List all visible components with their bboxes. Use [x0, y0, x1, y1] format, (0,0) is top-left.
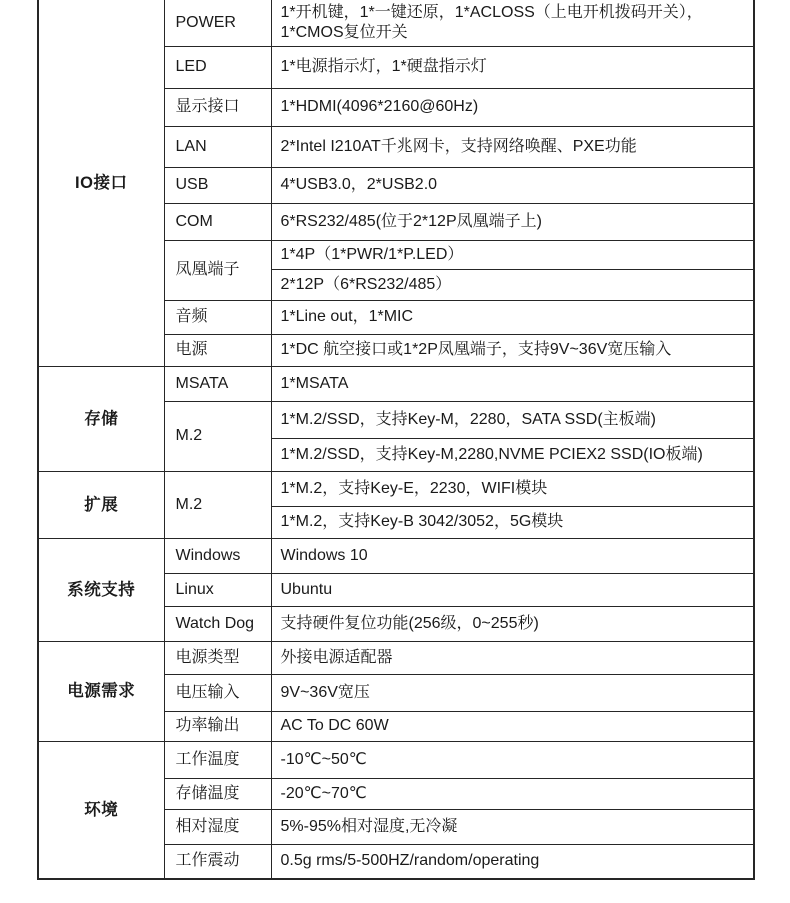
spec-name-operating-temp: 工作温度: [164, 741, 271, 778]
spec-name-power-type: 电源类型: [164, 641, 271, 674]
table-row: [38, 538, 754, 573]
spec-value-audio: 1*Line out，1*MIC: [271, 300, 754, 334]
category-cell-storage: 存储: [38, 366, 164, 471]
spec-name-audio: 音频: [164, 300, 271, 334]
spec-name-voltage-input: 电压输入: [164, 674, 271, 711]
spec-value-vibration: 0.5g rms/5-500HZ/random/operating: [271, 844, 754, 879]
spec-value-phoenix-12p: 2*12P（6*RS232/485）: [271, 269, 754, 300]
spec-value-m2-sata: 1*M.2/SSD，支持Key-M，2280，SATA SSD(主板端): [271, 401, 754, 438]
spec-name-com: COM: [164, 203, 271, 240]
spec-name-humidity: 相对湿度: [164, 809, 271, 844]
table-row: [38, 741, 754, 778]
spec-name-windows: Windows: [164, 538, 271, 573]
spec-name-led: LED: [164, 46, 271, 88]
spec-value-m2-nvme: 1*M.2/SSD，支持Key-M,2280,NVME PCIEX2 SSD(IO板端): [271, 438, 754, 471]
table-row: [38, 0, 754, 46]
table-row: [38, 641, 754, 674]
spec-value-humidity: 5%-95%相对湿度,无冷凝: [271, 809, 754, 844]
spec-value-usb: 4*USB3.0，2*USB2.0: [271, 167, 754, 203]
spec-name-power-output: 功率输出: [164, 711, 271, 741]
spec-value-power-output: AC To DC 60W: [271, 711, 754, 741]
category-cell-environment: 环境: [38, 741, 164, 879]
table-row: [38, 366, 754, 401]
spec-value-storage-temp: -20℃~70℃: [271, 778, 754, 809]
spec-value-power-input: 1*DC 航空接口或1*2P凤凰端子，支持9V~36V宽压输入: [271, 334, 754, 366]
spec-value-msata: 1*MSATA: [271, 366, 754, 401]
spec-name-usb: USB: [164, 167, 271, 203]
spec-table: [37, 0, 755, 880]
spec-name-msata: MSATA: [164, 366, 271, 401]
spec-value-m2-5g: 1*M.2，支持Key-B 3042/3052，5G模块: [271, 506, 754, 538]
spec-name-display: 显示接口: [164, 88, 271, 126]
spec-name-lan: LAN: [164, 126, 271, 167]
spec-name-storage-temp: 存储温度: [164, 778, 271, 809]
category-cell-os: 系统支持: [38, 538, 164, 641]
spec-name-m2-storage: M.2: [164, 401, 271, 471]
spec-value-voltage-input: 9V~36V宽压: [271, 674, 754, 711]
spec-name-linux: Linux: [164, 573, 271, 606]
category-cell-expansion: 扩展: [38, 471, 164, 538]
category-cell-power: 电源需求: [38, 641, 164, 741]
spec-value-windows: Windows 10: [271, 538, 754, 573]
table-row: [38, 471, 754, 506]
spec-name-power: POWER: [164, 0, 271, 46]
spec-value-com: 6*RS232/485(位于2*12P凤凰端子上): [271, 203, 754, 240]
spec-name-power-input: 电源: [164, 334, 271, 366]
spec-value-power: 1*开机键，1*一键还原，1*ACLOSS（上电开机拨码开关），1*CMOS复位开关: [271, 0, 754, 46]
spec-value-m2-wifi: 1*M.2，支持Key-E，2230，WIFI模块: [271, 471, 754, 506]
spec-value-operating-temp: -10℃~50℃: [271, 741, 754, 778]
spec-value-watchdog: 支持硬件复位功能(256级，0~255秒): [271, 606, 754, 641]
category-cell-io: IO接口: [38, 0, 164, 366]
spec-value-lan: 2*Intel I210AT千兆网卡，支持网络唤醒、PXE功能: [271, 126, 754, 167]
spec-name-watchdog: Watch Dog: [164, 606, 271, 641]
spec-name-phoenix-terminal: 凤凰端子: [164, 240, 271, 300]
spec-value-power-type: 外接电源适配器: [271, 641, 754, 674]
spec-name-vibration: 工作震动: [164, 844, 271, 879]
spec-value-led: 1*电源指示灯，1*硬盘指示灯: [271, 46, 754, 88]
spec-value-display: 1*HDMI(4096*2160@60Hz): [271, 88, 754, 126]
spec-value-phoenix-4p: 1*4P（1*PWR/1*P.LED）: [271, 240, 754, 269]
spec-value-linux: Ubuntu: [271, 573, 754, 606]
spec-name-m2-expansion: M.2: [164, 471, 271, 538]
